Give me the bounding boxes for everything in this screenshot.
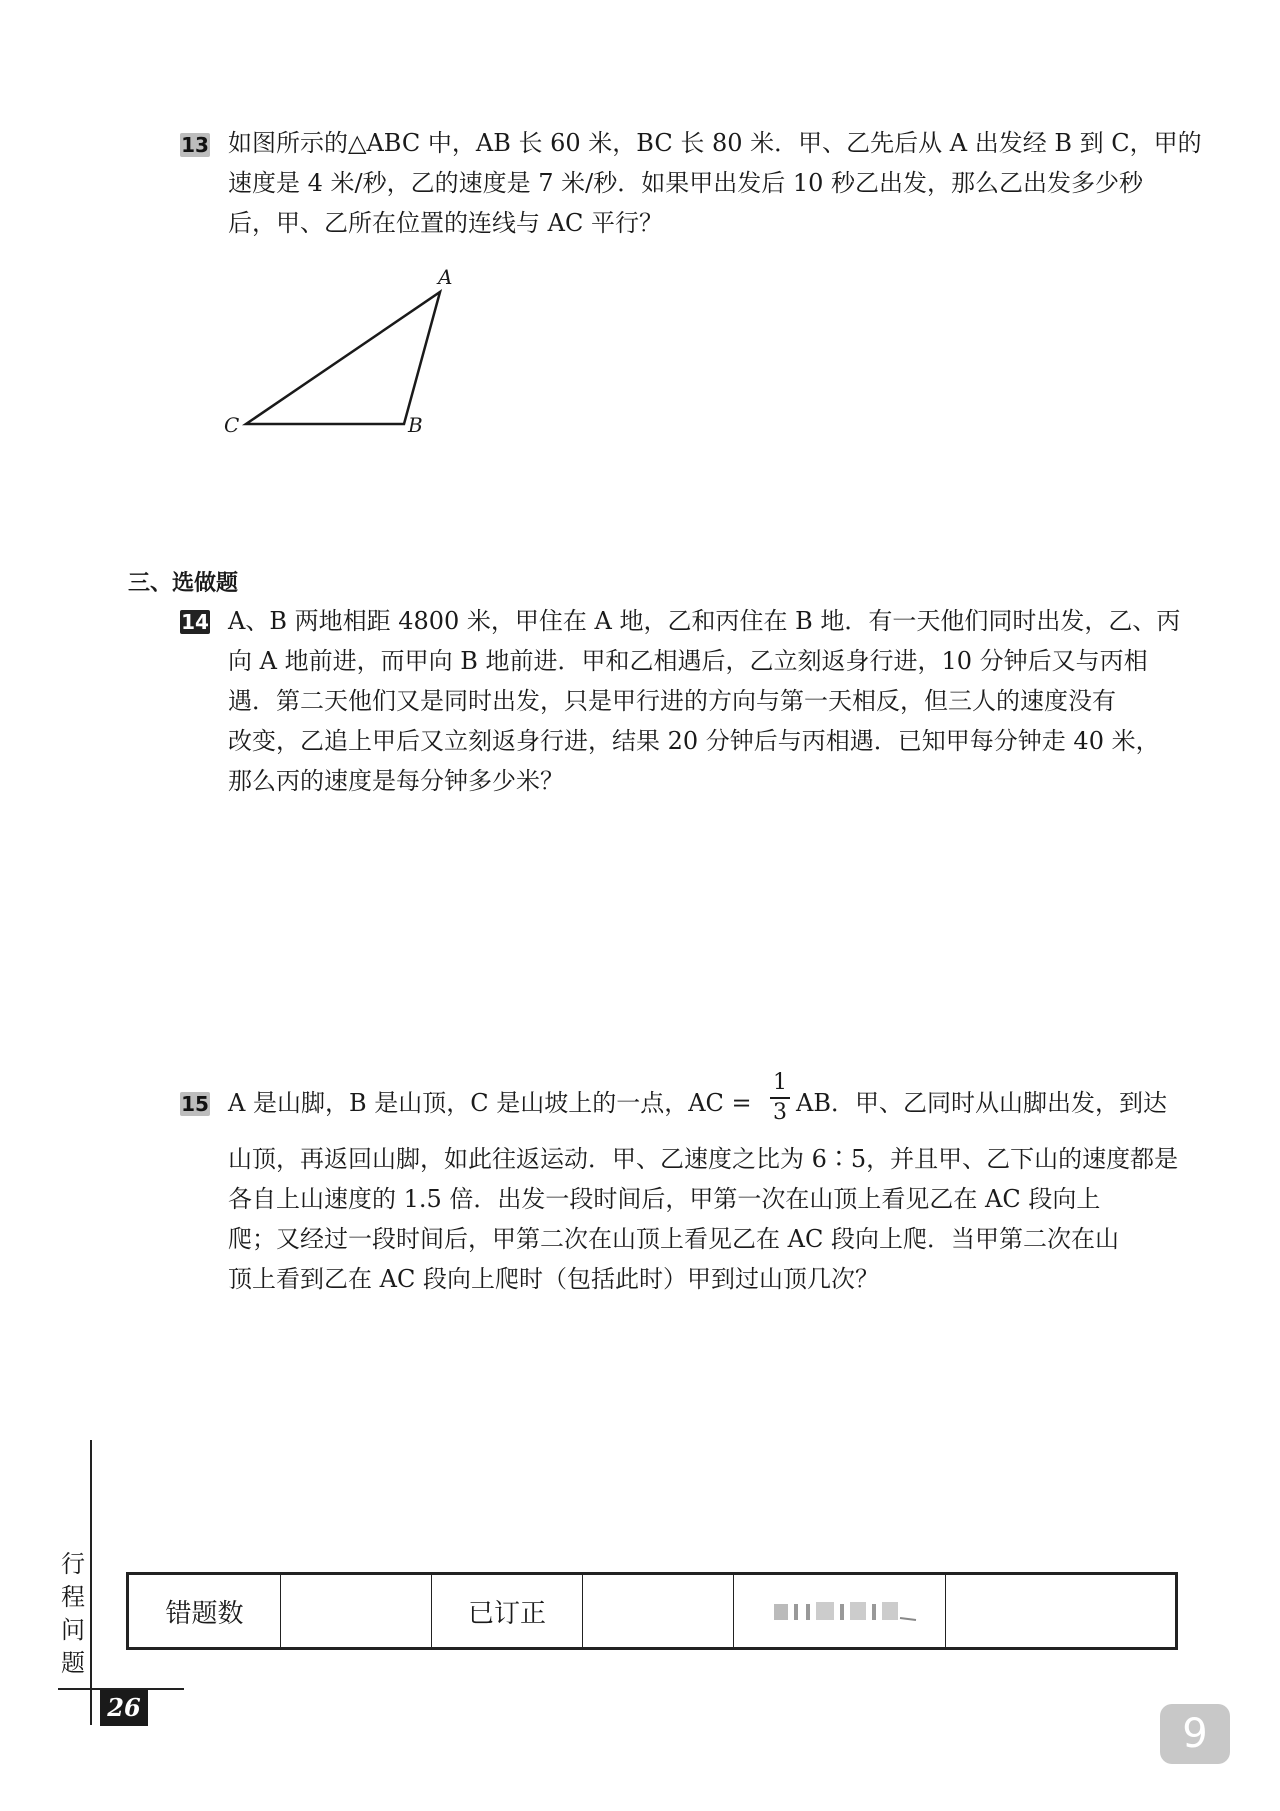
fraction-numerator: 1 bbox=[773, 1070, 787, 1095]
fraction-denominator: 3 bbox=[773, 1100, 787, 1125]
problem-13-line-1: 如图所示的△ABC 中，AB 长 60 米，BC 长 80 米．甲、乙先后从 A 出发经 B 到 C，甲的 bbox=[228, 129, 1202, 157]
problem-13-line-3: 后，甲、乙所在位置的连线与 AC 平行？ bbox=[228, 209, 663, 237]
problem-13-line-2: 速度是 4 米/秒，乙的速度是 7 米/秒．如果甲出发后 10 秒乙出发，那么乙出发多少秒 bbox=[228, 169, 1144, 197]
triangle-abc bbox=[246, 292, 440, 424]
errors-label-cell bbox=[129, 1575, 281, 1647]
problem-14-line-1: A、B 两地相距 4800 米，甲住在 A 地，乙和丙住在 B 地．有一天他们同时出发，乙、丙 bbox=[228, 607, 1181, 635]
problem-14-number: 14 bbox=[181, 610, 209, 634]
problem-14-line-5: 那么丙的速度是每分钟多少米？ bbox=[228, 767, 564, 795]
vertex-label-b: B bbox=[408, 413, 423, 437]
redacted-text bbox=[750, 1596, 930, 1626]
corrected-label: 已订正 bbox=[467, 1598, 546, 1629]
problem-15-line-3: 各自上山速度的 1.5 倍．出发一段时间后，甲第一次在山顶上看见乙在 AC 段向上 bbox=[228, 1185, 1101, 1213]
problem-13-number: 13 bbox=[181, 133, 209, 157]
problem-14-line-4: 改变，乙追上甲后又立刻返身行进，结果 20 分钟后与丙相遇．已知甲每分钟走 40 米， bbox=[228, 727, 1160, 755]
triangle-figure bbox=[0, 0, 1280, 480]
problem-15-line-1-before: A 是山脚，B 是山顶，C 是山坡上的一点，AC = bbox=[228, 1089, 752, 1117]
vertex-label-a: A bbox=[438, 265, 453, 289]
chapter-side-title: 行程问题 bbox=[61, 1550, 85, 1677]
corner-page-badge: 9 bbox=[1160, 1704, 1230, 1764]
problem-15-line-4: 爬；又经过一段时间后，甲第二次在山顶上看见乙在 AC 段向上爬．当甲第二次在山 bbox=[228, 1225, 1119, 1253]
section-heading: 三、选做题 bbox=[128, 571, 239, 596]
vertex-label-c: C bbox=[224, 413, 240, 437]
blurred-label-cell bbox=[734, 1575, 946, 1647]
problem-15-line-2: 山顶，再返回山脚，如此往返运动．甲、乙速度之比为 6∶5，并且甲、乙下山的速度都是 bbox=[228, 1145, 1179, 1173]
fraction-one-third bbox=[770, 1070, 790, 1126]
page-number: 26 bbox=[100, 1690, 148, 1726]
problem-15-line-5: 顶上看到乙在 AC 段向上爬时（包括此时）甲到过山顶几次？ bbox=[228, 1265, 879, 1293]
corrected-label-cell bbox=[432, 1575, 583, 1647]
problem-15-line-1-after: AB．甲、乙同时从山脚出发，到达 bbox=[796, 1089, 1167, 1117]
problem-14-line-2: 向 A 地前进，而甲向 B 地前进．甲和乙相遇后，乙立刻返身行进，10 分钟后又与丙相 bbox=[228, 647, 1148, 675]
fraction-bar bbox=[770, 1097, 790, 1099]
corrected-input-cell[interactable] bbox=[583, 1575, 734, 1647]
margin-rule bbox=[90, 1440, 92, 1725]
errors-input-cell[interactable] bbox=[281, 1575, 432, 1647]
problem-15-number: 15 bbox=[181, 1092, 209, 1116]
problem-14-line-3: 遇．第二天他们又是同时出发，只是甲行进的方向与第一天相反，但三人的速度没有 bbox=[228, 687, 1116, 715]
errors-label: 错题数 bbox=[165, 1598, 244, 1629]
blurred-input-cell[interactable] bbox=[946, 1575, 1175, 1647]
review-table bbox=[126, 1572, 1178, 1650]
